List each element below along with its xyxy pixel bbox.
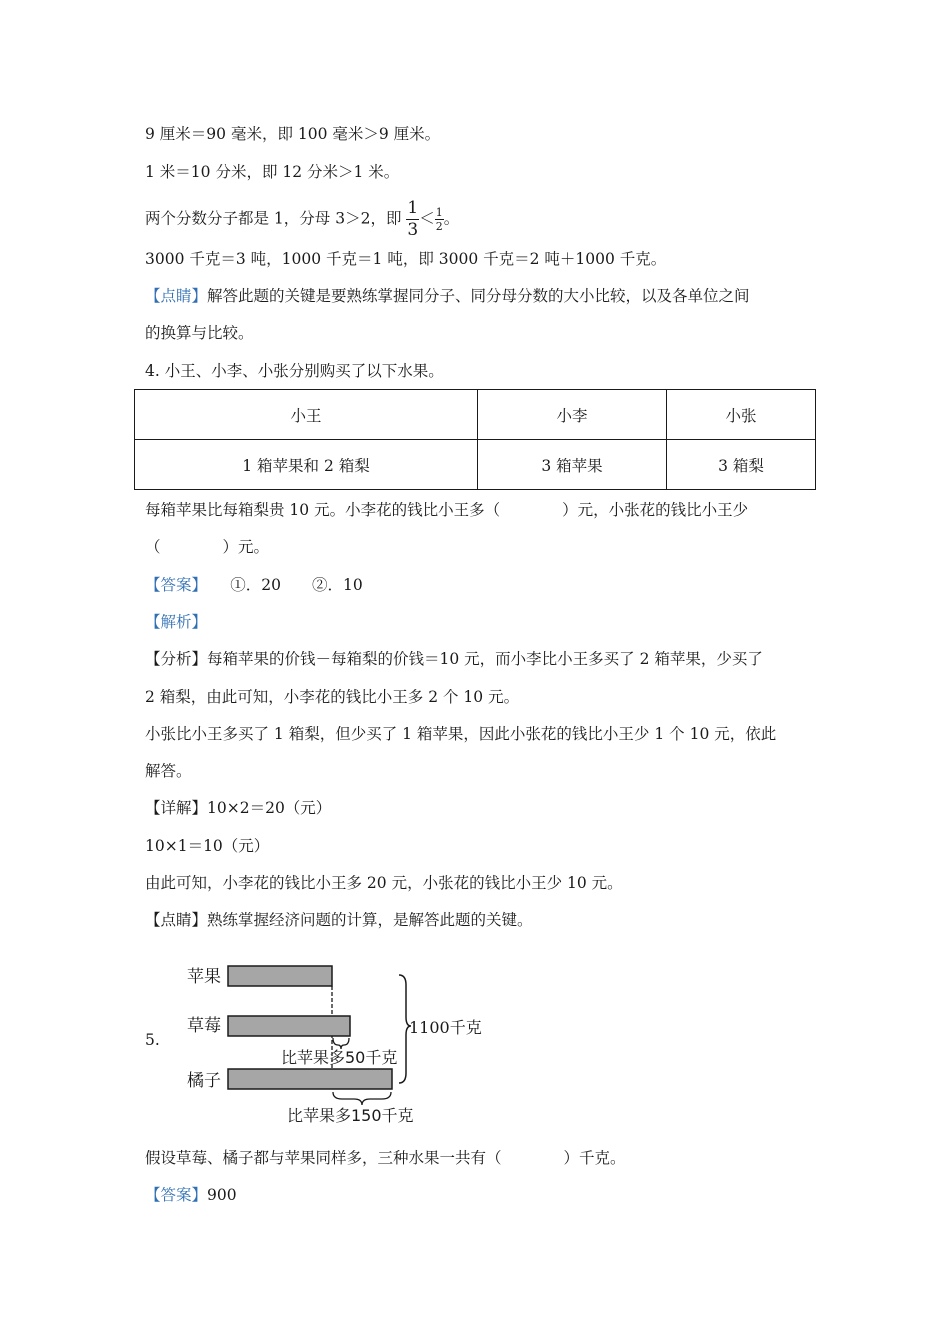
answer-text: 900	[207, 1186, 237, 1204]
table-cell: 1 箱苹果和 2 箱梨	[135, 440, 478, 490]
table-header-cell: 小张	[667, 390, 816, 440]
dianjing-tag: 【点睛】	[145, 287, 208, 305]
line-dianjing-1	[145, 286, 750, 306]
q4-dianjing	[145, 910, 533, 930]
answer-tag: 【答案】	[145, 576, 200, 594]
q5-question: 假设草莓、橘子都与苹果同样多，三种水果一共有（ ）千克。	[145, 1149, 626, 1167]
q4-answer	[145, 575, 363, 595]
q4-analysis-tag: 【解析】	[145, 613, 208, 631]
q4-question-1: 每箱苹果比每箱梨贵 10 元。小李花的钱比小王多（ ）元，小张花的钱比小王少	[145, 501, 749, 519]
line-m-dm: 1 米＝10 分米，即 12 分米＞1 米。	[145, 163, 400, 181]
dianjing-text: 熟练掌握经济问题的计算，是解答此题的关键。	[207, 911, 533, 929]
answer-tag: 【答案】	[145, 1186, 208, 1204]
fraction-one-third	[406, 200, 419, 239]
table-header-cell: 小李	[478, 390, 667, 440]
total-label: 1100千克	[409, 1018, 482, 1037]
xiangjie-text: 10×2＝20（元）	[207, 799, 332, 817]
fraction-numerator: 1	[435, 206, 443, 219]
table-cell: 3 箱梨	[667, 440, 816, 490]
fenxi-tag: 【分析】	[145, 650, 208, 668]
fraction-numerator: 1	[407, 198, 419, 218]
label-strawberry: 草莓	[187, 1016, 221, 1036]
fruit-table	[134, 389, 816, 490]
fraction-denominator: 2	[435, 220, 443, 233]
q4-fenxi-4: 解答。	[145, 762, 192, 780]
answer-text: ①．20 ②．10	[199, 576, 363, 594]
label-orange: 橘子	[187, 1071, 221, 1091]
line-fraction-compare	[145, 200, 459, 239]
line-cm-mm: 9 厘米＝90 毫米，即 100 毫米＞9 厘米。	[145, 125, 441, 143]
q4-fenxi-1	[145, 649, 763, 669]
q5-answer	[145, 1185, 237, 1205]
q4-xiangjie-1	[145, 798, 331, 818]
fraction-text: 两个分数分子都是 1，分母 3＞2，即	[145, 209, 402, 228]
note-strawberry: 比苹果多50千克	[281, 1048, 398, 1067]
fenxi-text: 每箱苹果的价钱－每箱梨的价钱＝10 元，而小李比小王多买了 2 箱苹果，少买了	[207, 650, 763, 668]
q4-stem: 4. 小王、小李、小张分别购买了以下水果。	[145, 362, 444, 380]
less-than-sign: ＜	[419, 209, 435, 228]
line-dianjing-2: 的换算与比较。	[145, 324, 254, 342]
bar-orange	[228, 1069, 392, 1089]
table-cell: 3 箱苹果	[478, 440, 667, 490]
fruit-bar-diagram	[170, 955, 490, 1130]
q4-xiangjie-2: 10×1＝10（元）	[145, 837, 270, 855]
q4-question-2: （ ）元。	[145, 538, 270, 556]
dianjing-tag: 【点睛】	[145, 911, 208, 929]
q4-fenxi-3: 小张比小王多买了 1 箱梨，但少买了 1 箱苹果，因此小张花的钱比小王少 1 个 10 元，依此	[145, 725, 777, 743]
fraction-one-half	[435, 207, 444, 232]
table-header-cell: 小王	[135, 390, 478, 440]
q4-xiangjie-3: 由此可知，小李花的钱比小王多 20 元，小张花的钱比小王少 10 元。	[145, 874, 623, 892]
table-row	[135, 440, 816, 490]
q4-fenxi-2: 2 箱梨，由此可知，小李花的钱比小王多 2 个 10 元。	[145, 688, 520, 706]
table-header-row	[135, 390, 816, 440]
dianjing-text: 解答此题的关键是要熟练掌握同分子、同分母分数的大小比较，以及各单位之间	[207, 287, 750, 305]
bar-apple	[228, 966, 332, 986]
fraction-denominator: 3	[407, 220, 419, 240]
brace-orange	[333, 1092, 391, 1105]
note-orange: 比苹果多150千克	[287, 1106, 414, 1125]
xiangjie-tag: 【详解】	[145, 799, 208, 817]
q5-number: 5.	[145, 1031, 160, 1049]
period: 。	[443, 209, 460, 228]
label-apple: 苹果	[187, 967, 221, 987]
line-kg-ton: 3000 千克＝3 吨，1000 千克＝1 吨，即 3000 千克＝2 吨＋1000 千克。	[145, 250, 667, 268]
bar-strawberry	[228, 1016, 350, 1036]
